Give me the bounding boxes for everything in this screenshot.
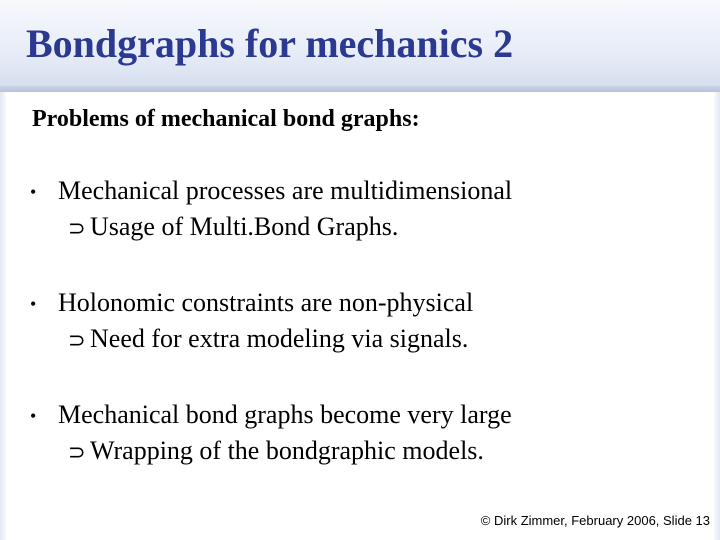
bullet-line [30, 176, 690, 212]
bullet-item-3 [30, 400, 690, 472]
consequence-text: Usage of Multi.Bond Graphs. [90, 212, 399, 241]
bullet-line [30, 400, 690, 436]
bullet-dot-icon: • [30, 406, 37, 426]
right-border-shade [714, 92, 720, 540]
consequence-text: Need for extra modeling via signals. [90, 324, 469, 353]
bullet-line [30, 288, 690, 324]
consequence-line [30, 436, 690, 472]
implies-arrow-icon: ⊃ [68, 216, 86, 240]
bullet-item-1 [30, 176, 690, 248]
consequence-line [30, 324, 690, 360]
bullet-dot-icon: • [30, 182, 37, 202]
slide-footer: © Dirk Zimmer, February 2006, Slide 13 [480, 513, 710, 528]
bullet-text: Mechanical bond graphs become very large [58, 400, 512, 429]
implies-arrow-icon: ⊃ [68, 328, 86, 352]
bullet-item-2 [30, 288, 690, 360]
bullet-text: Mechanical processes are multidimensional [58, 176, 513, 205]
implies-arrow-icon: ⊃ [68, 440, 86, 464]
bullet-dot-icon: • [30, 294, 37, 314]
consequence-line [30, 212, 690, 248]
left-border-shade [0, 92, 6, 540]
title-underline [0, 86, 720, 92]
consequence-text: Wrapping of the bondgraphic models. [90, 436, 484, 465]
slide-title: Bondgraphs for mechanics 2 [26, 21, 514, 66]
bullet-text: Holonomic constraints are non-physical [58, 288, 474, 317]
slide-subtitle: Problems of mechanical bond graphs: [32, 106, 420, 132]
